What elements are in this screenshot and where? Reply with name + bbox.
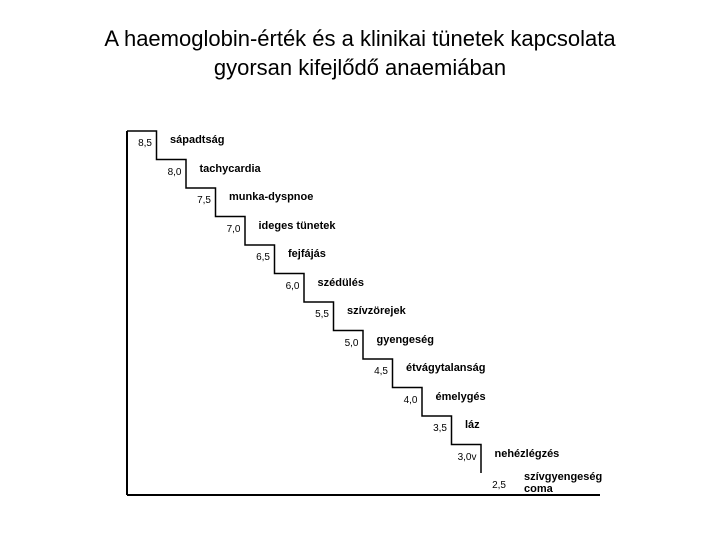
- level-label: 3,0v: [457, 451, 477, 463]
- symptom-label: szívzörejek: [347, 305, 406, 317]
- symptom-label: nehézlégzés: [494, 447, 560, 460]
- symptom-label: étvágytalanság: [406, 362, 486, 374]
- level-label: 4,0: [403, 394, 418, 406]
- symptom-label: láz: [465, 419, 480, 431]
- staircase-line: [127, 131, 481, 473]
- symptom-label: sápadtság: [170, 134, 225, 146]
- level-label: 8,5: [138, 138, 152, 149]
- level-label: 7,0: [226, 223, 241, 235]
- title-line-1: A haemoglobin-érték és a klinikai tünetek kapcsolata: [104, 26, 616, 51]
- symptom-label: gyengeség: [376, 333, 434, 346]
- symptom-label: szívgyengeség coma: [524, 471, 603, 495]
- level-label: 6,0: [285, 280, 300, 292]
- symptom-label: fejfájás: [288, 248, 326, 260]
- symptom-label: szédülés: [317, 276, 364, 289]
- level-label: 4,5: [374, 366, 388, 377]
- symptom-label: munka-dyspnoe: [229, 191, 314, 203]
- symptom-label: tachycardia: [199, 162, 261, 175]
- level-label: 3,5: [433, 423, 447, 434]
- level-label: 2,5: [492, 480, 506, 491]
- title-line-2: gyorsan kifejlődő anaemiában: [213, 55, 507, 80]
- level-label: 5,5: [315, 309, 329, 320]
- level-label: 8,0: [167, 166, 182, 178]
- symptom-label: ideges tünetek: [258, 219, 336, 232]
- level-label: 7,5: [197, 195, 211, 206]
- level-label: 6,5: [256, 252, 270, 263]
- level-label: 5,0: [344, 337, 359, 349]
- symptom-label: émelygés: [435, 390, 486, 403]
